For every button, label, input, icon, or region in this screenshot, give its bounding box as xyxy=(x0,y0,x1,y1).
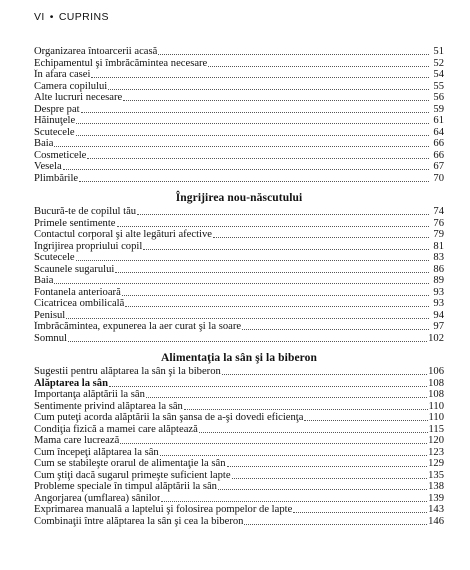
entry-page-number: 66 xyxy=(433,149,444,161)
toc-entry xyxy=(34,46,444,58)
entry-title: Sentimente privind alăptarea la sân xyxy=(34,400,183,412)
dot-leader xyxy=(137,206,429,215)
entry-page-number: 70 xyxy=(433,172,444,184)
page-header xyxy=(34,11,109,23)
toc-entry xyxy=(34,366,444,378)
entry-page-number: 59 xyxy=(433,103,444,115)
entry-page-number: 79 xyxy=(433,229,444,240)
entry-title: Îmbrăcămintea, expunerea la aer curat şi la soare xyxy=(34,321,242,332)
dot-leader xyxy=(242,321,429,330)
entry-page-number: 89 xyxy=(433,275,444,286)
toc-entry xyxy=(34,493,444,505)
entry-title: Plimbările xyxy=(34,172,79,184)
entry-title: Organizarea întoarcerii acasă xyxy=(34,46,158,57)
dot-leader xyxy=(222,366,427,375)
dot-leader xyxy=(213,229,429,238)
entry-page-number: 143 xyxy=(428,504,444,515)
toc-entry xyxy=(34,69,444,81)
dot-leader xyxy=(123,92,429,101)
entry-page-number: 110 xyxy=(428,412,444,423)
dot-leader xyxy=(76,127,429,136)
entry-page-number: 83 xyxy=(433,252,444,263)
dot-leader xyxy=(244,516,427,525)
dot-leader xyxy=(117,218,430,227)
entry-page-number: 93 xyxy=(433,298,444,309)
toc-entry xyxy=(34,389,444,401)
dot-leader xyxy=(161,493,427,502)
entry-page-number: 56 xyxy=(433,92,444,103)
entry-title: Îngrijirea propriului copil xyxy=(34,240,143,252)
entry-title: Condiţia fizică a mamei care alăptează xyxy=(34,423,198,435)
entry-title: Cum ştiţi dacă sugarul primeşte suficient lapte xyxy=(34,469,231,481)
section-heading: Alimentaţia la sân şi la biberon xyxy=(160,352,318,364)
entry-title: Importanţa alăptării la sân xyxy=(34,389,145,400)
toc-entry xyxy=(34,58,444,70)
entry-page-number: 139 xyxy=(428,492,444,504)
entry-page-number: 129 xyxy=(428,458,444,469)
dot-leader xyxy=(218,481,427,490)
entry-title: Angorjarea (umflarea) sânilor xyxy=(34,492,161,504)
toc-section xyxy=(34,46,444,184)
dot-leader xyxy=(199,424,428,433)
entry-title: Exprimarea manuală a laptelui şi folosirea pompelor de lapte xyxy=(34,504,293,515)
entry-page-number: 94 xyxy=(433,309,444,321)
dot-leader xyxy=(54,138,429,147)
toc-section xyxy=(34,190,444,344)
entry-page-number: 86 xyxy=(433,263,444,275)
entry-page-number: 67 xyxy=(433,161,444,172)
entry-title: Combinaţii între alăptarea la sân şi cea la biberon xyxy=(34,515,244,527)
entry-title: Baia xyxy=(34,138,54,149)
toc-entry xyxy=(34,161,444,173)
toc-entry xyxy=(34,435,444,447)
entry-title: Penisul xyxy=(34,309,66,321)
dot-leader xyxy=(304,412,427,421)
toc-entry xyxy=(34,516,444,528)
entry-title: Somnul xyxy=(34,332,67,344)
toc-entry xyxy=(34,218,444,230)
entry-title: Cum începeţi alăptarea la sân xyxy=(34,446,159,458)
dot-leader xyxy=(54,275,429,284)
toc-entry-list xyxy=(34,366,444,527)
entry-page-number: 55 xyxy=(433,80,444,92)
entry-page-number: 61 xyxy=(433,115,444,126)
entry-title: Alte lucruri necesare xyxy=(34,92,123,103)
toc-entry xyxy=(34,229,444,241)
entry-page-number: 66 xyxy=(433,138,444,149)
entry-title: Contactul corporal şi alte legături afective xyxy=(34,229,212,240)
entry-page-number: 108 xyxy=(428,389,444,400)
entry-title: Despre pat xyxy=(34,103,80,115)
entry-page-number: 138 xyxy=(428,481,444,492)
toc-section xyxy=(34,350,444,527)
entry-page-number: 102 xyxy=(428,332,444,344)
entry-page-number: 76 xyxy=(433,217,444,229)
table-of-contents xyxy=(34,46,444,527)
entry-page-number: 110 xyxy=(428,400,444,412)
entry-page-number: 93 xyxy=(433,286,444,298)
dot-leader xyxy=(120,435,427,444)
entry-title: Mama care lucrează xyxy=(34,435,120,446)
toc-entry xyxy=(34,298,444,310)
dot-leader xyxy=(109,378,427,387)
entry-title: Scaunele sugarului xyxy=(34,263,115,275)
toc-entry xyxy=(34,447,444,459)
toc-entry xyxy=(34,104,444,116)
toc-entry xyxy=(34,206,444,218)
toc-entry-list xyxy=(34,206,444,344)
entry-page-number: 115 xyxy=(428,423,444,435)
toc-entry xyxy=(34,310,444,322)
entry-title: Echipamentul şi îmbrăcămintea necesare xyxy=(34,57,208,69)
entry-page-number: 64 xyxy=(433,126,444,138)
entry-title: Cicatricea ombilicală xyxy=(34,298,125,309)
dot-leader xyxy=(79,173,429,182)
dot-leader xyxy=(66,310,429,319)
dot-leader xyxy=(184,401,428,410)
toc-entry xyxy=(34,378,444,390)
toc-entry xyxy=(34,401,444,413)
entry-title: Bucură-te de copilul tău xyxy=(34,206,137,217)
dot-leader xyxy=(63,161,429,170)
toc-entry xyxy=(34,92,444,104)
dot-leader xyxy=(76,115,429,124)
entry-page-number: 120 xyxy=(428,435,444,446)
entry-title: Sugestii pentru alăptarea la sân şi la biberon xyxy=(34,366,221,377)
entry-page-number: 81 xyxy=(433,240,444,252)
toc-entry xyxy=(34,458,444,470)
entry-page-number: 146 xyxy=(428,515,444,527)
dot-leader xyxy=(146,389,427,398)
toc-entry xyxy=(34,412,444,424)
toc-entry xyxy=(34,264,444,276)
toc-entry xyxy=(34,115,444,127)
entry-title: Vesela xyxy=(34,161,62,172)
dot-leader xyxy=(143,241,429,250)
dot-leader xyxy=(160,447,427,456)
toc-entry xyxy=(34,321,444,333)
dot-leader xyxy=(115,264,429,273)
toc-entry xyxy=(34,252,444,264)
header-bullet: • xyxy=(49,11,54,23)
dot-leader xyxy=(293,504,427,513)
toc-entry xyxy=(34,138,444,150)
toc-entry xyxy=(34,287,444,299)
entry-title: Primele sentimente xyxy=(34,217,116,229)
toc-entry xyxy=(34,81,444,93)
entry-title: Camera copilului xyxy=(34,80,108,92)
toc-entry xyxy=(34,333,444,345)
toc-entry xyxy=(34,470,444,482)
entry-title: Baia xyxy=(34,275,54,286)
toc-entry xyxy=(34,173,444,185)
dot-leader xyxy=(87,150,429,159)
entry-title: În afara casei xyxy=(34,69,91,80)
entry-title: Cosmeticele xyxy=(34,149,87,161)
header-title: CUPRINS xyxy=(58,11,109,23)
entry-page-number: 97 xyxy=(433,321,444,332)
entry-page-number: 52 xyxy=(433,57,444,69)
toc-entry xyxy=(34,150,444,162)
entry-title: Alăptarea la sân xyxy=(34,377,108,389)
dot-leader xyxy=(68,333,427,342)
dot-leader xyxy=(227,458,428,467)
toc-entry xyxy=(34,241,444,253)
dot-leader xyxy=(91,69,429,78)
entry-title: Hăinuţele xyxy=(34,115,76,126)
entry-page-number: 123 xyxy=(428,446,444,458)
dot-leader xyxy=(158,46,429,55)
entry-page-number: 108 xyxy=(428,377,444,389)
entry-page-number: 74 xyxy=(433,206,444,217)
entry-title: Probleme speciale în timpul alăptării la sân xyxy=(34,481,217,492)
page-number-roman: VI xyxy=(34,11,45,23)
entry-page-number: 54 xyxy=(433,69,444,80)
entry-title: Cum puteţi acorda alăptării la sân şansa de a-şi dovedi eficienţa xyxy=(34,412,304,423)
dot-leader xyxy=(108,81,429,90)
entry-title: Scutecele xyxy=(34,126,75,138)
entry-page-number: 106 xyxy=(428,366,444,377)
toc-entry-list xyxy=(34,46,444,184)
entry-title: Cum se stabileşte orarul de alimentaţie la sân xyxy=(34,458,226,469)
entry-title: Scutecele xyxy=(34,252,75,263)
toc-entry xyxy=(34,127,444,139)
dot-leader xyxy=(208,58,429,67)
toc-entry xyxy=(34,504,444,516)
dot-leader xyxy=(76,252,429,261)
dot-leader xyxy=(232,470,428,479)
entry-title: Fontanela anterioară xyxy=(34,286,121,298)
entry-page-number: 135 xyxy=(428,469,444,481)
toc-entry xyxy=(34,424,444,436)
section-heading: Îngrijirea nou-născutului xyxy=(175,192,303,204)
dot-leader xyxy=(81,104,429,113)
toc-entry xyxy=(34,481,444,493)
dot-leader xyxy=(125,298,429,307)
toc-entry xyxy=(34,275,444,287)
dot-leader xyxy=(122,287,429,296)
entry-page-number: 51 xyxy=(433,46,444,57)
